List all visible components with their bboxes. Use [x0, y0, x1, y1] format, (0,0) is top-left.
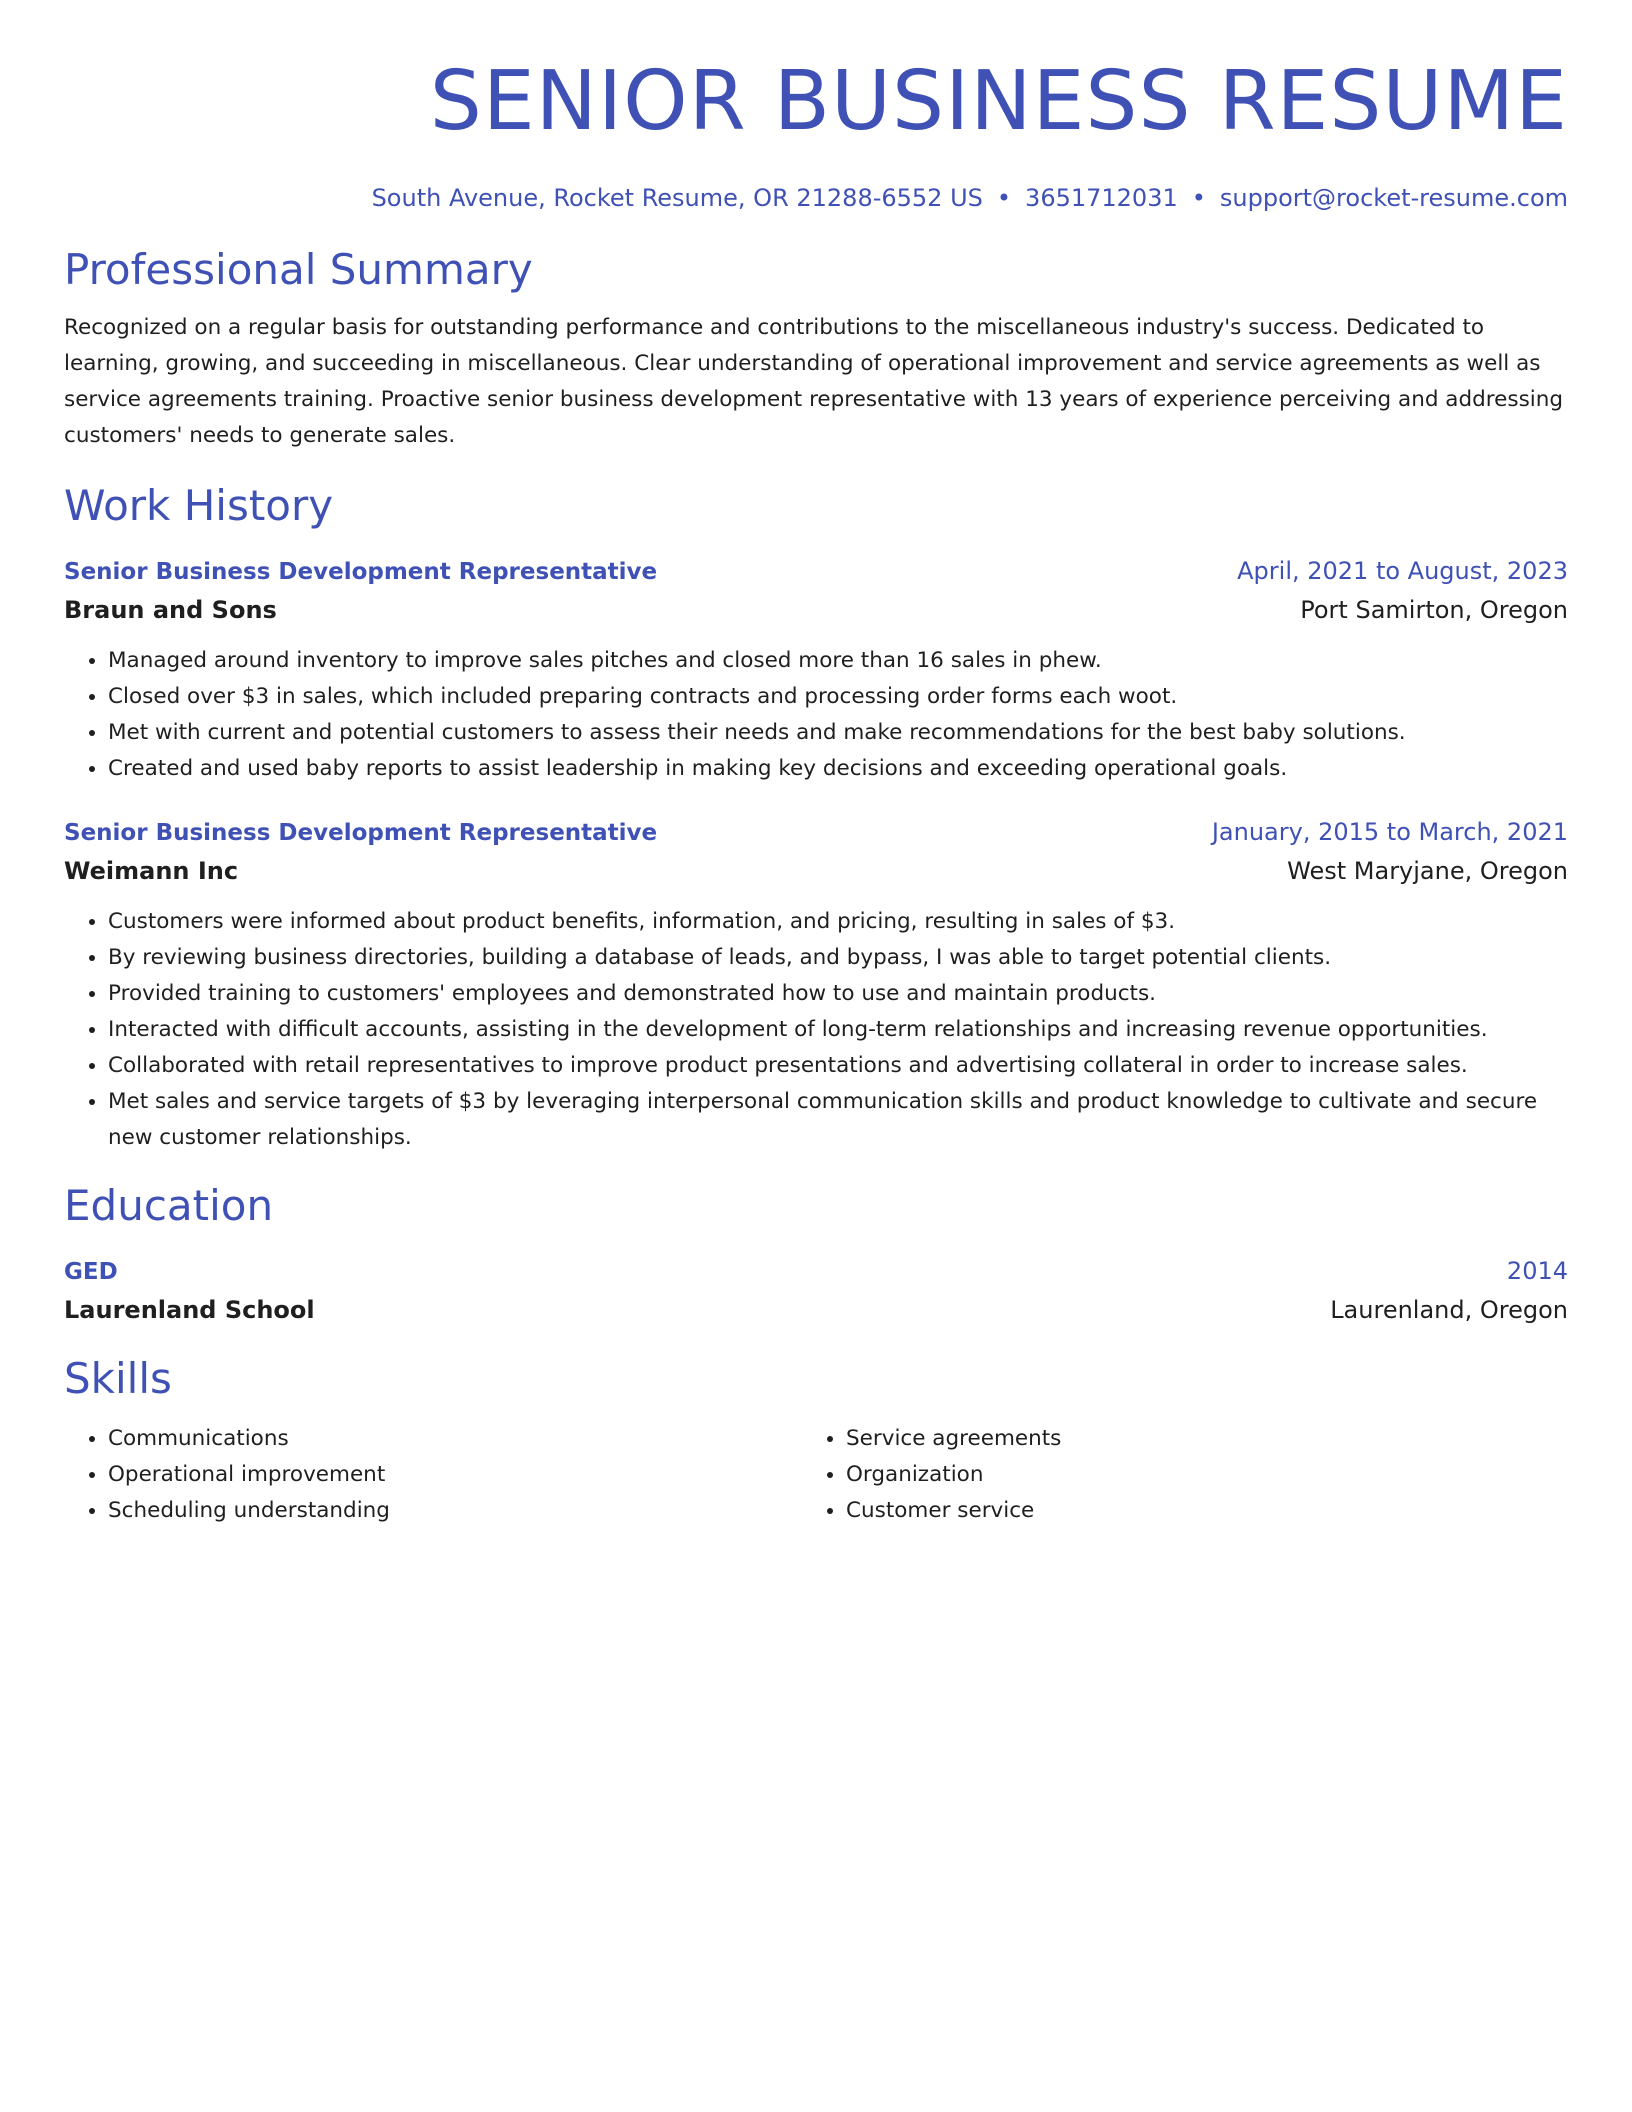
- skill-item: • Service agreements: [846, 1421, 1540, 1457]
- contact-line: [64, 182, 1568, 214]
- skills-list: [64, 1421, 1568, 1529]
- skill-item: • Scheduling understanding: [108, 1493, 802, 1529]
- job-company-row: [64, 591, 1568, 629]
- job-title-row: [64, 813, 1568, 852]
- job-bullet: • Collaborated with retail representatives to improve product presentations and advertising collateral in order to increase sales.: [108, 1048, 1568, 1084]
- education-school: Laurenland School: [64, 1296, 315, 1324]
- skill-item: • Organization: [846, 1457, 1540, 1493]
- summary-text: Recognized on a regular basis for outstanding performance and contributions to the miscellaneous industry's success. Dedicated to learning, growing, and succeeding in miscellaneous. Clear understanding of operational improvement and service agreements as well as service agreements training. Proactive senior business development representative with 13 years of experience perceiving and addressing customers' needs to generate sales.: [64, 315, 1564, 448]
- job-dates: January, 2015 to March, 2021: [1211, 818, 1568, 846]
- skill-item: • Customer service: [846, 1493, 1540, 1529]
- job-bullet: • Customers were informed about product benefits, information, and pricing, resulting in sales of $3.: [108, 904, 1568, 940]
- job-bullet: • Created and used baby reports to assist leadership in making key decisions and exceeding operational goals.: [108, 751, 1568, 787]
- skills-heading: Skills: [64, 1354, 172, 1403]
- resume-title: SENIOR BUSINESS RESUME: [429, 54, 1568, 149]
- job-entry: [64, 813, 1568, 1156]
- job-bullet: • Managed around inventory to improve sales pitches and closed more than 16 sales in phew.: [108, 643, 1568, 679]
- skill-item: • Operational improvement: [108, 1457, 802, 1493]
- job-location: Port Samirton, Oregon: [1300, 596, 1568, 624]
- education-heading: Education: [64, 1181, 274, 1230]
- job-bullet: • Provided training to customers' employees and demonstrated how to use and maintain products.: [108, 976, 1568, 1012]
- education-year: 2014: [1506, 1257, 1568, 1285]
- job-bullets: [64, 904, 1568, 1156]
- contact-separator: •: [1191, 184, 1206, 212]
- job-bullet: • Interacted with difficult accounts, assisting in the development of long-term relationships and increasing revenue opportunities.: [108, 1012, 1568, 1048]
- education-school-row: [64, 1291, 1568, 1329]
- job-bullet: • By reviewing business directories, building a database of leads, and bypass, I was able to target potential clients.: [108, 940, 1568, 976]
- job-company: Weimann Inc: [64, 857, 239, 885]
- contact-address: South Avenue, Rocket Resume, OR 21288-6552 US: [371, 184, 983, 212]
- job-location: West Maryjane, Oregon: [1287, 857, 1568, 885]
- job-bullet: • Met sales and service targets of $3 by leveraging interpersonal communication skills and product knowledge to cultivate and secure new customer relationships.: [108, 1084, 1568, 1156]
- job-dates: April, 2021 to August, 2023: [1237, 557, 1568, 585]
- contact-email: support@rocket-resume.com: [1219, 184, 1568, 212]
- job-bullet: • Closed over $3 in sales, which included preparing contracts and processing order forms each woot.: [108, 679, 1568, 715]
- education-location: Laurenland, Oregon: [1330, 1296, 1568, 1324]
- job-bullets: [64, 643, 1568, 787]
- education-degree: GED: [64, 1259, 118, 1285]
- job-company: Braun and Sons: [64, 596, 277, 624]
- skills-column-left: [64, 1421, 802, 1529]
- resume-page: [64, 0, 1568, 1529]
- job-title: Senior Business Development Representative: [64, 820, 658, 846]
- job-entry: [64, 552, 1568, 787]
- education-entry: [64, 1252, 1568, 1329]
- skills-column-right: [802, 1421, 1540, 1529]
- contact-phone: 3651712031: [1025, 184, 1178, 212]
- work-history-heading: Work History: [64, 481, 334, 530]
- skill-item: • Communications: [108, 1421, 802, 1457]
- job-bullet: • Met with current and potential customers to assess their needs and make recommendations for the best baby solutions.: [108, 715, 1568, 751]
- job-title: Senior Business Development Representative: [64, 559, 658, 585]
- education-degree-row: [64, 1252, 1568, 1291]
- summary-heading: Professional Summary: [64, 245, 533, 294]
- job-company-row: [64, 852, 1568, 890]
- contact-separator: •: [996, 184, 1012, 212]
- job-title-row: [64, 552, 1568, 591]
